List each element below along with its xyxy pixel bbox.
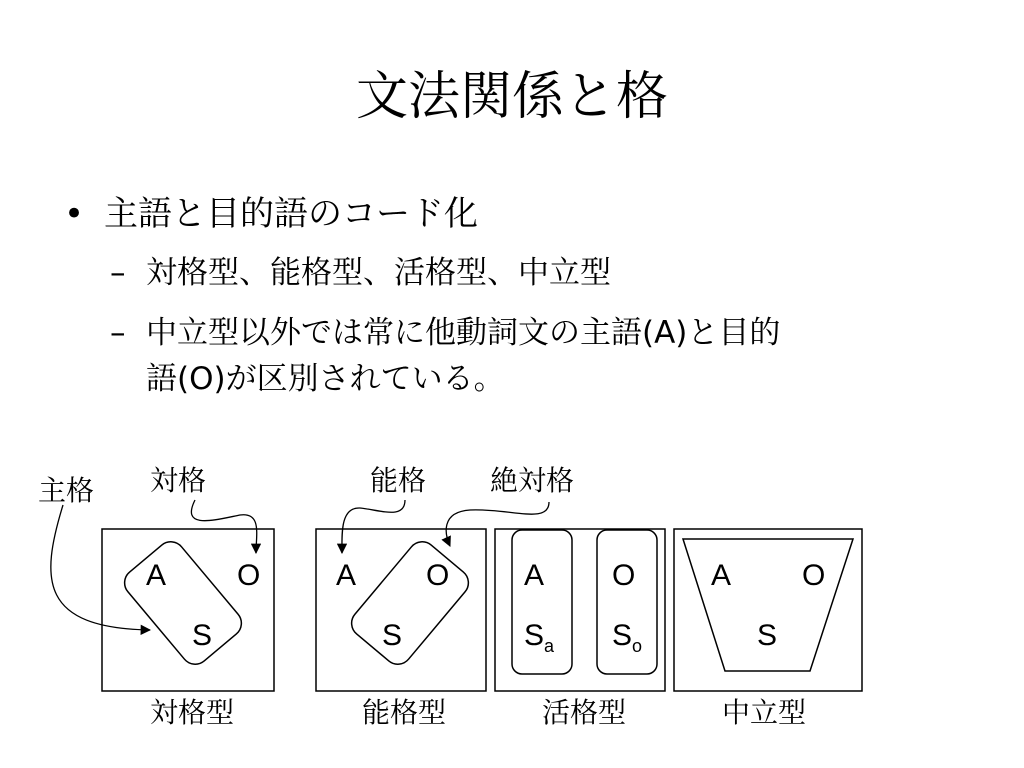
label-nominative: 主格 (38, 474, 95, 507)
panel-active-so-subscript: o (632, 636, 643, 656)
arrow-accusative-to-o (191, 500, 256, 553)
panel-accusative-caption: 対格型 (150, 696, 235, 729)
panel-active-sa: S (524, 619, 545, 652)
panel-active-a: A (524, 559, 545, 592)
arrow-ergative-to-a (342, 500, 405, 553)
panel-active-o: O (612, 559, 636, 592)
panel-accusative-grouping (119, 536, 247, 670)
dash-marker: – (110, 255, 126, 291)
bullet-text: 主語と目的語のコード化 (104, 194, 478, 234)
panel-ergative-frame (316, 529, 486, 691)
panel-ergative-caption: 能格型 (362, 696, 447, 729)
sub-bullet-2-text: 中立型以外では常に他動詞文の主語(A)と目的 (146, 315, 781, 351)
panel-active-sa-subscript: a (544, 636, 555, 656)
panel-neutral-o: O (802, 559, 826, 592)
slide-title: 文法関係と格 (355, 67, 668, 127)
bullet-marker: • (64, 194, 85, 234)
panel-ergative-s: S (382, 619, 403, 652)
panel-accusative-a: A (146, 559, 167, 592)
arrow-absolutive-to-grouping (446, 502, 549, 546)
panel-active-grouping-o (597, 530, 657, 674)
sub-bullet-1-text: 対格型、能格型、活格型、中立型 (146, 255, 611, 291)
panel-ergative-a: A (336, 559, 357, 592)
panel-neutral-caption: 中立型 (722, 696, 807, 729)
label-ergative: 能格 (370, 464, 427, 497)
label-accusative: 対格 (150, 464, 207, 497)
panel-active-frame (495, 529, 665, 691)
panel-ergative-o: O (426, 559, 450, 592)
dash-marker: – (110, 315, 126, 351)
panel-accusative-s: S (192, 619, 213, 652)
panel-ergative-grouping (346, 536, 474, 670)
label-absolutive: 絶対格 (490, 464, 575, 497)
panel-active-so: S (612, 619, 633, 652)
panel-neutral-a: A (711, 559, 732, 592)
panel-accusative-o: O (237, 559, 261, 592)
panel-neutral-frame (674, 529, 862, 691)
panel-neutral-s: S (757, 619, 778, 652)
panel-active-grouping-a (512, 530, 572, 674)
sub-bullet-2-continuation: 語(O)が区別されている。 (146, 361, 505, 397)
panel-accusative-frame (102, 529, 274, 691)
panel-active-caption: 活格型 (542, 696, 627, 729)
